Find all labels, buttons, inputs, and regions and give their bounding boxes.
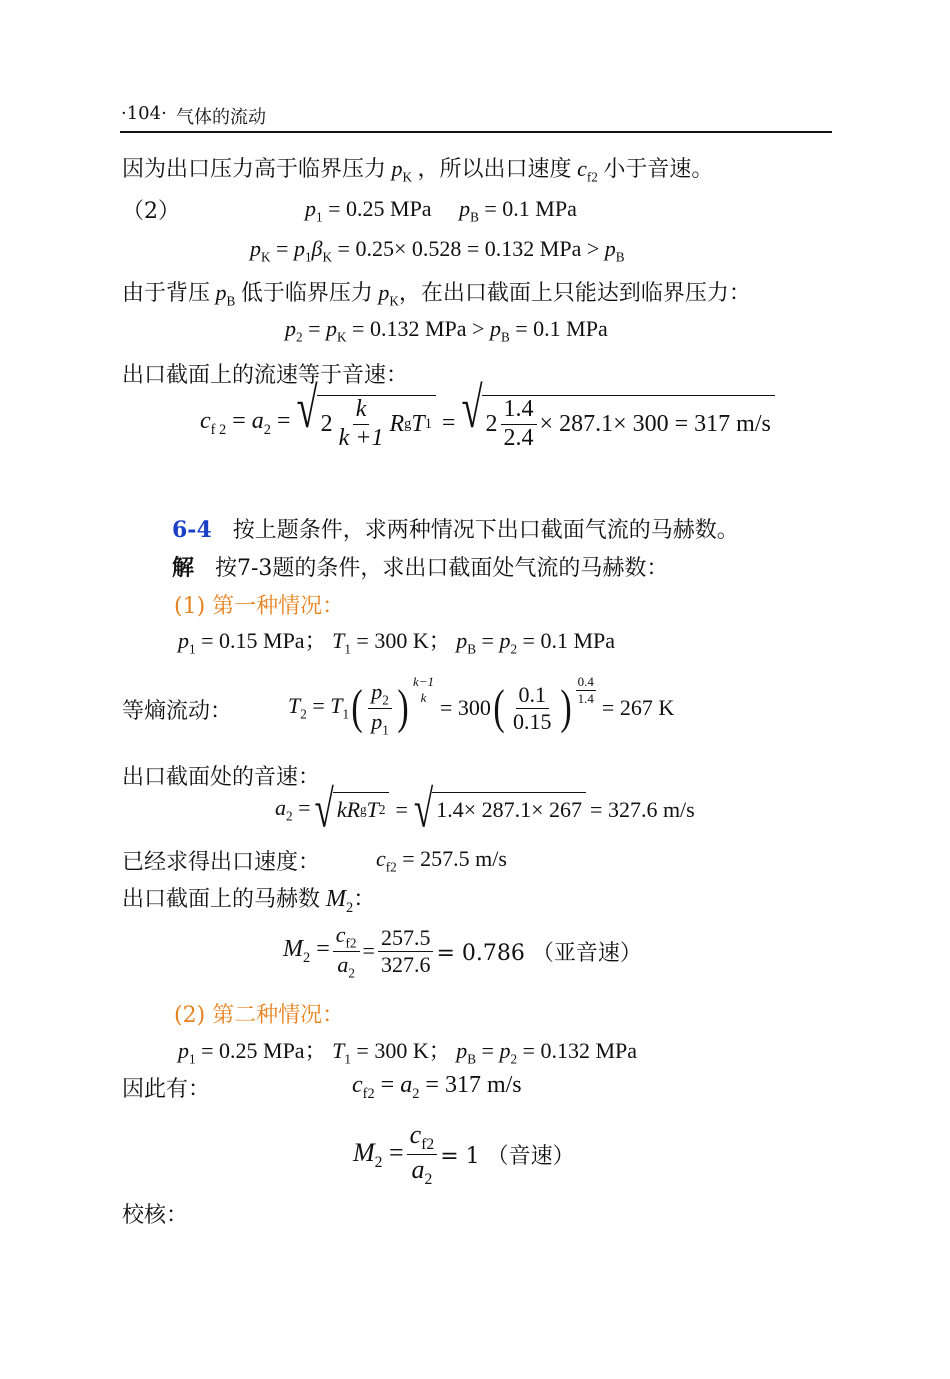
text-line: 因为出口压力高于临界压力 $p_K$ ，所以出口速度 $c_{f2}$ 小于音速。 <box>122 156 714 185</box>
header-rule <box>120 131 832 133</box>
equation: $p_1 = 0.25$ MPa； $T_1 = 300$ K； $p_B = p_2 = 0.132$ MPa <box>178 1038 637 1067</box>
text-line: 已经求得出口速度： <box>122 850 321 875</box>
text-line: 因此有： <box>122 1077 211 1102</box>
text-line: 出口截面处的音速： <box>122 765 321 790</box>
text-line: 由于背压 $p_B$ 低于临界压力 $p_K$，在出口截面上只能达到临界压力： <box>122 280 751 309</box>
equation: $c_{f2} = a_2 = 317$ m/s <box>352 1072 522 1102</box>
text-line: 出口截面上的流速等于音速： <box>122 363 409 388</box>
problem-statement: 6-4 按上题条件，求两种情况下出口截面气流的马赫数。 <box>172 517 739 543</box>
text-line: 等熵流动： <box>122 699 233 724</box>
chapter-title: 气体的流动 <box>176 107 266 128</box>
equation-isentropic: $T_2 = T_1$ ( $\frac{p_2}{p_1}$ ) k−1 k = 300 ( $\frac{0.1}{0.15}$ ) $\frac{0.4}{1.4}$ = 267 K <box>288 673 675 737</box>
equation: $p_2 = p_K = 0.132$ MPa > $p_B = 0.1$ MPa <box>285 316 608 345</box>
equation: $p_K = p_1\beta_K = 0.25\times 0.528 = 0.132$ MPa > $p_B$ <box>250 236 625 265</box>
text-line: 出口截面上的马赫数 $M_2$： <box>122 886 376 916</box>
equation: $c_{f2} = 257.5$ m/s <box>376 846 507 875</box>
equation-sound-speed: $c_{f 2} = a_2$ = √ 2 $\frac{k}{k +1}$ R g T 1 = √ 2 $\frac{1.4}{2.4}$ × 287.1× 300 = 317 m/s <box>200 395 775 452</box>
page-number: ·104· <box>121 103 167 124</box>
equation-mach1: $M_2$ = $\frac{c_{f2}}{a_2}$ = $\frac{257.5}{327.6}$ = 0.786 （亚音速） <box>283 922 642 980</box>
equation-mach2: $M_2$ = $\frac{c_{f2}}{a_2}$ = 1 （音速） <box>353 1120 575 1189</box>
case-heading: (1) 第一种情况： <box>174 594 345 619</box>
equation: $p_1 = 0.15$ MPa； $T_1 = 300$ K； $p_B = p_2 = 0.1$ MPa <box>178 628 615 657</box>
text-line: 校核： <box>122 1203 189 1228</box>
equation: $p_1 = 0.25$ MPa $p_B = 0.1$ MPa <box>305 196 577 225</box>
case-heading: (2) 第二种情况： <box>174 1003 345 1028</box>
solution-line: 解 按7-3题的条件，求出口截面处气流的马赫数： <box>172 555 669 581</box>
item-label: （2） <box>122 199 180 224</box>
equation-sound: $a_2$ = √ kR g T 2 = √ 1.4× 287.1× 267 = 327.6 m/s <box>275 780 695 839</box>
